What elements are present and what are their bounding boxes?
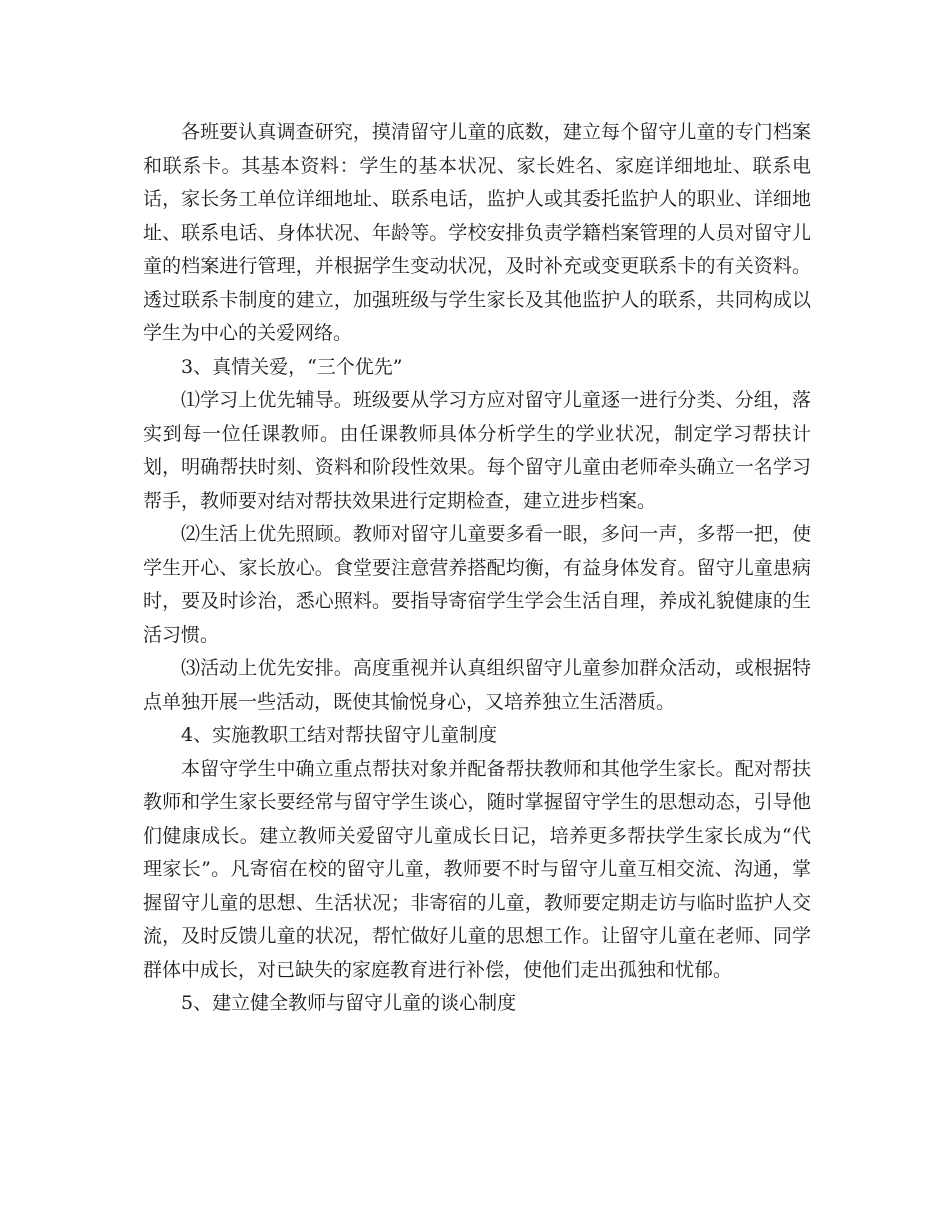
paragraph-life-priority: ⑵生活上优先照顾。教师对留守儿童要多看一眼，多问一声，多帮一把，使学生开心、家长放心。食堂要注意营养搭配均衡，有益身体发育。留守儿童患病时，要及时诊治，悉心照料。要指导寄宿学生学会生活自理，养成礼貌健康的生活习惯。 — [143, 523, 811, 646]
paragraph-study-priority: ⑴学习上优先辅导。班级要从学习方应对留守儿童逐一进行分类、分组，落实到每一位任课教师。由任课教师具体分析学生的学业状况，制定学习帮扶计划，明确帮扶时刻、资料和阶段性效果。每个留守儿童由老师牵头确立一名学习帮手，教师要对结对帮扶效果进行定期检查，建立进步档案。 — [143, 389, 811, 512]
paragraph-staff-pairing: 本留守学生中确立重点帮扶对象并配备帮扶教师和其他学生家长。配对帮扶教师和学生家长要经常与留守学生谈心，随时掌握留守学生的思想动态，引导他们健康成长。建立教师关爱留守儿童成长日记，培养更多帮扶学生家长成为“代理家长”。凡寄宿在校的留守儿童，教师要不时与留守儿童互相交流、沟通，掌握留守儿童的思想、生活状况；非寄宿的儿童，教师要定期走访与临时监护人交流，及时反馈儿童的状况，帮忙做好儿童的思想工作。让留守儿童在老师、同学群体中成长，对已缺失的家庭教育进行补偿，使他们走出孤独和忧郁。 — [143, 757, 811, 981]
paragraph-archive-and-contact-card: 各班要认真调查研究，摸清留守儿童的底数，建立每个留守儿童的专门档案和联系卡。其基本资料：学生的基本状况、家长姓名、家庭详细地址、联系电话，家长务工单位详细地址、联系电话，监护人或其委托监护人的职业、详细地址、联系电话、身体状况、年龄等。学校安排负责学籍档案管理的人员对留守儿童的档案进行管理，并根据学生变动状况，及时补充或变更联系卡的有关资料。透过联系卡制度的建立，加强班级与学生家长及其他监护人的联系，共同构成以学生为中心的关爱网络。 — [143, 121, 811, 344]
heading-heart-to-heart-system: 5、建立健全教师与留守儿童的谈心制度 — [181, 992, 517, 1014]
heading-staff-pairing-system: 4、实施教职工结对帮扶留守儿童制度 — [181, 724, 498, 746]
heading-three-priorities: 3、真情关爱，“三个优先” — [181, 355, 403, 378]
document-body — [143, 116, 811, 1021]
paragraph-activity-priority: ⑶活动上优先安排。高度重视并认真组织留守儿童参加群众活动，或根据特点单独开展一些活动，既使其愉悦身心，又培养独立生活潜质。 — [143, 657, 811, 713]
